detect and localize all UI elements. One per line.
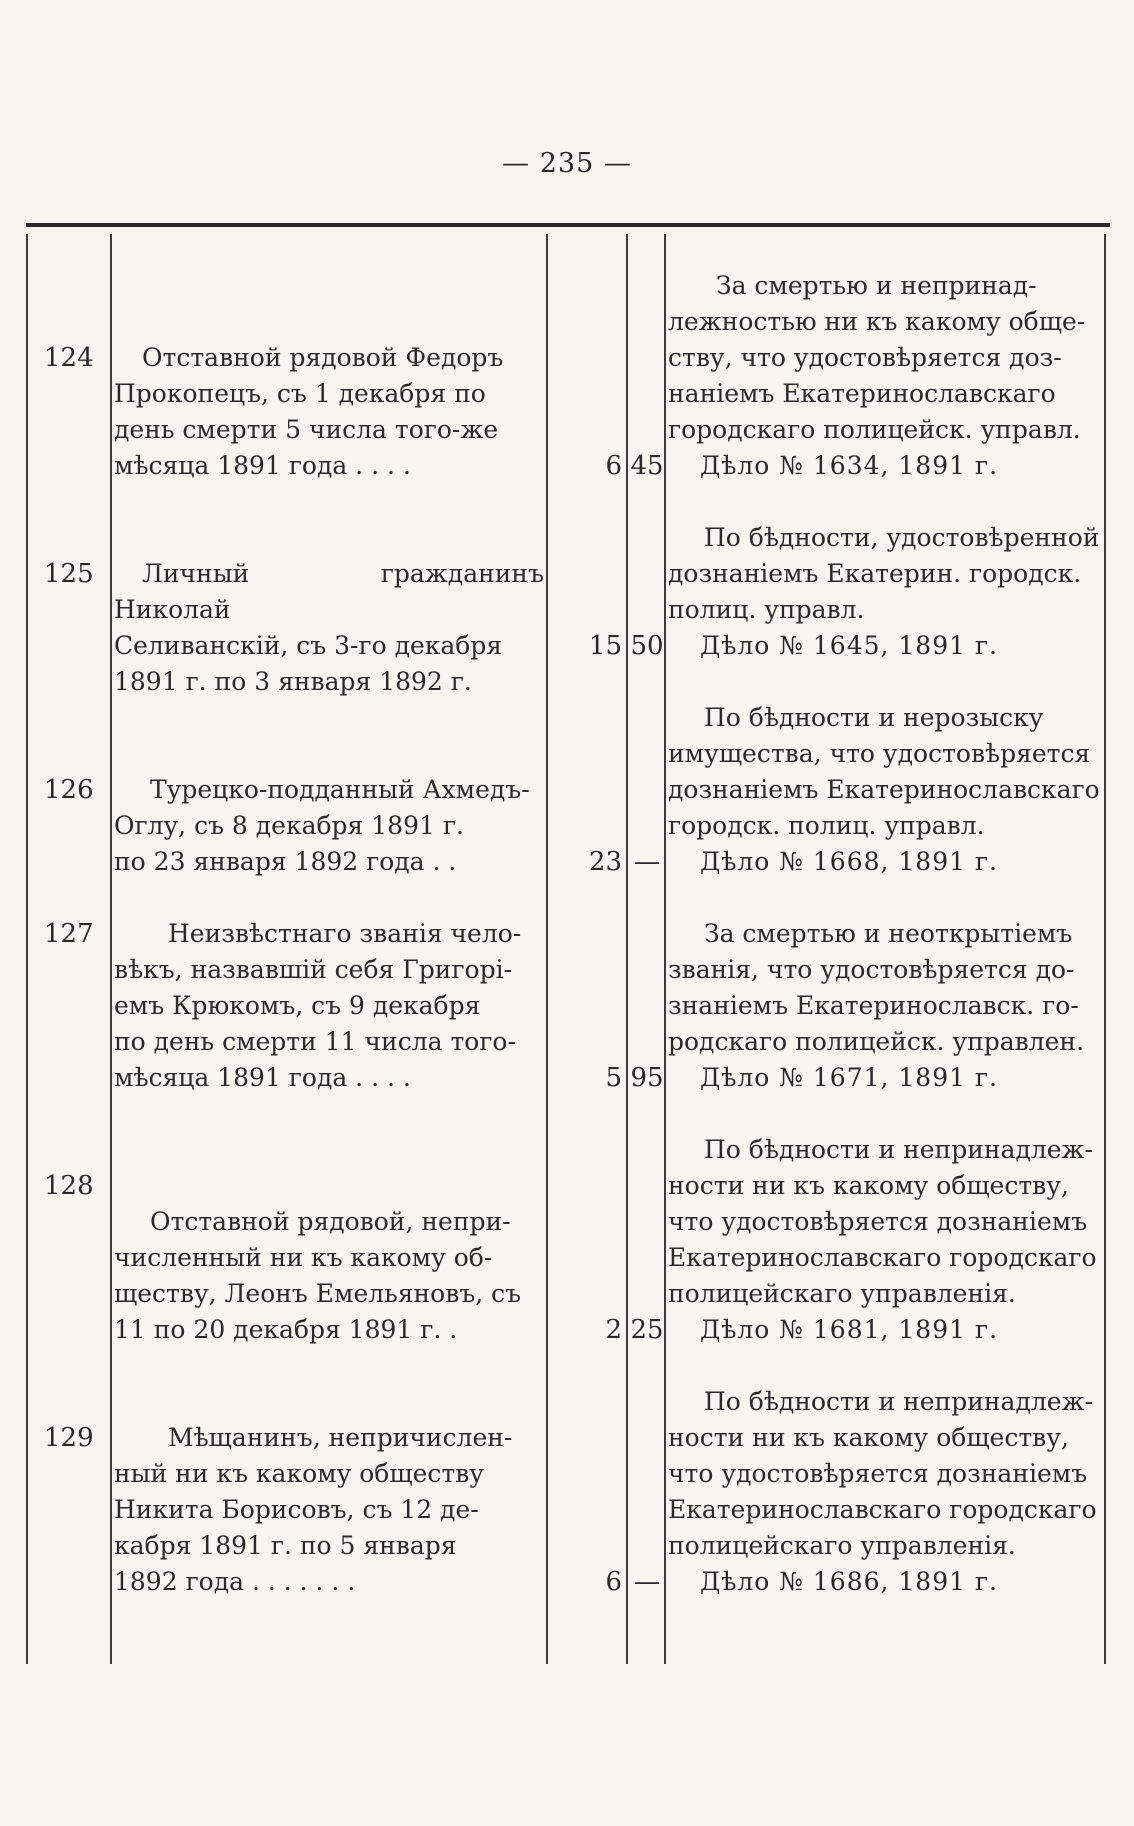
entry-reason: За смертью и непринад- лежностью ни къ какому обще- ству, что удостовѣряется доз- наніемъ Екатеринославскаго городскаго полицейск. управл. [668, 271, 1086, 444]
amount-rubles: 2 [605, 1315, 622, 1345]
entry-description: Личный гражданинъ Николай Селиванскій, съ 3-го декабря 1891 г. по 3 января 1892 г. [114, 559, 544, 696]
entry-number: 126 [44, 775, 94, 805]
entry-number: 127 [44, 919, 94, 949]
column-divider-right-edge [1104, 234, 1106, 1664]
entry-description: Неизвѣстнаго званія чело- вѣкъ, назвавшій себя Григорі- емъ Крюкомъ, съ 9 декабря по день смерти 11 числа того- мѣсяца 1891 года . . . . [114, 919, 522, 1092]
entry-description: Турецко-подданный Ахмедъ- Оглу, съ 8 декабря 1891 г. по 23 января 1892 года . . [114, 775, 530, 876]
entry-description: Мѣщанинъ, непричислен- ный ни къ какому обществу Никита Борисовъ, съ 12 де- кабря 1891 г. по 5 января 1892 года . . . . . . . [114, 1423, 513, 1596]
column-divider-left-edge [26, 234, 28, 1664]
amount-kopecks: 45 [630, 451, 664, 481]
case-reference: Дѣло № 1671, 1891 г. [700, 1063, 999, 1092]
amount-kopecks: 25 [630, 1315, 664, 1345]
column-divider-description [546, 234, 548, 1664]
entry-description: Отставной рядовой Федоръ Прокопецъ, съ 1 декабря по день смерти 5 числа того-же мѣсяца 1891 года . . . . [114, 343, 504, 480]
entry-number: 125 [44, 559, 94, 589]
case-reference: Дѣло № 1681, 1891 г. [700, 1315, 999, 1344]
entry-reason: По бѣдности и нерозыску имущества, что удостовѣряется дознаніемъ Екатеринославскаго городск. полиц. управл. [668, 703, 1100, 840]
column-divider-number [110, 234, 112, 1664]
case-reference: Дѣло № 1645, 1891 г. [700, 631, 999, 660]
amount-kopecks: — [634, 847, 660, 877]
amount-rubles: 5 [605, 1063, 622, 1093]
entry-number: 129 [44, 1423, 94, 1453]
case-reference: Дѣло № 1686, 1891 г. [700, 1567, 999, 1596]
case-reference: Дѣло № 1634, 1891 г. [700, 451, 999, 480]
entry-number: 124 [44, 343, 94, 373]
entry-reason: За смертью и неоткрытіемъ званія, что удостовѣряется до- знаніемъ Екатеринославск. го- родскаго полицейск. управлен. [668, 919, 1085, 1056]
page-number: — 235 — [502, 148, 632, 179]
amount-rubles: 6 [605, 451, 622, 481]
amount-rubles: 6 [605, 1567, 622, 1597]
case-reference: Дѣло № 1668, 1891 г. [700, 847, 999, 876]
amount-kopecks: 50 [630, 631, 664, 661]
entry-reason: По бѣдности и непринадлеж- ности ни къ какому обществу, что удостовѣряется дознаніемъ Екатеринославскаго городскаго полицейскаго управленія. [668, 1387, 1097, 1560]
amount-rubles: 15 [588, 631, 622, 661]
amount-kopecks: 95 [630, 1063, 664, 1093]
top-rule [26, 223, 1110, 227]
entry-reason: По бѣдности, удостовѣренной дознаніемъ Екатерин. городск. полиц. управл. [668, 523, 1100, 624]
entry-description: Отставной рядовой, непри- численный ни къ какому об- ществу, Леонъ Емельяновъ, съ 11 по 20 декабря 1891 г. . [114, 1207, 522, 1344]
amount-rubles: 23 [588, 847, 622, 877]
entry-number: 128 [44, 1171, 94, 1201]
amount-kopecks: — [634, 1567, 660, 1597]
entry-reason: По бѣдности и непринадлеж- ности ни къ какому обществу, что удостовѣряется дознаніемъ Екатеринославскаго городскаго полицейскаго управленія. [668, 1135, 1097, 1308]
